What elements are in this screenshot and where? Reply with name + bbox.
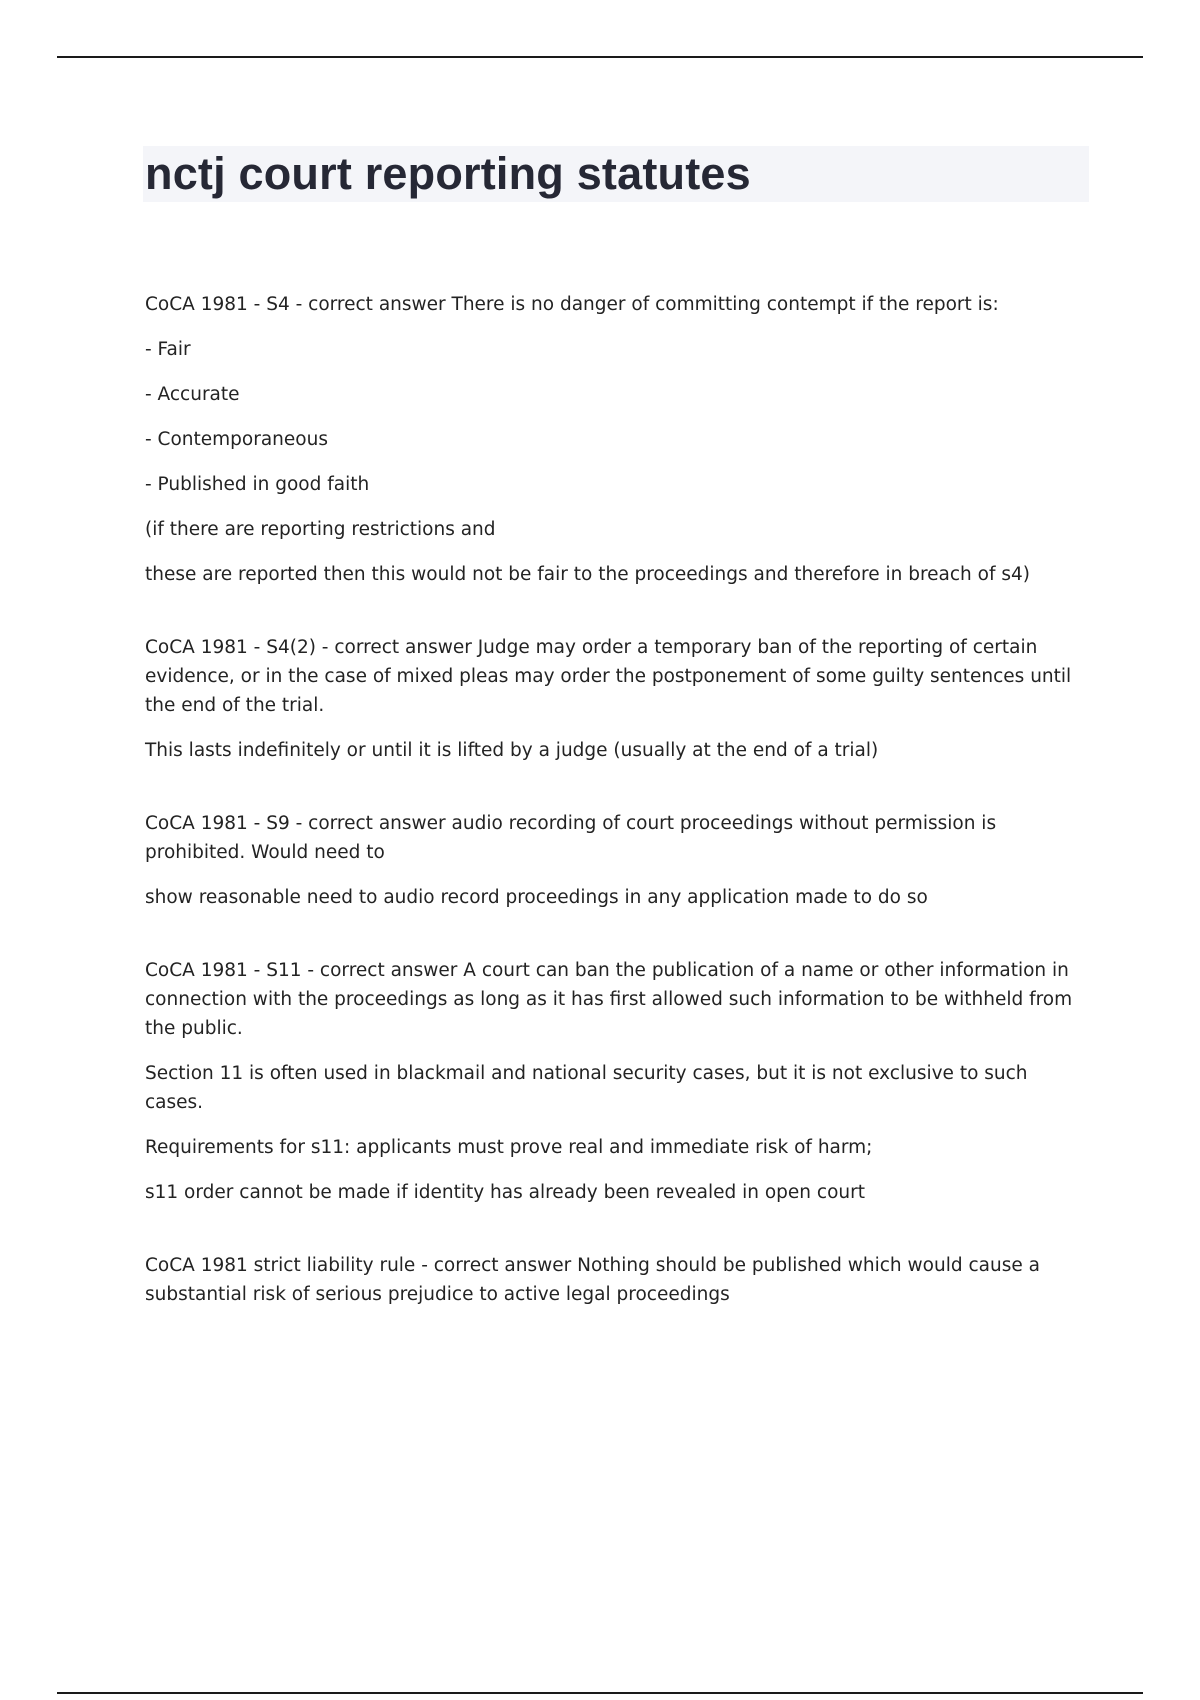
page-title: nctj court reporting statutes bbox=[145, 148, 751, 199]
entry-paragraph: - Contemporaneous bbox=[145, 429, 328, 450]
entry-paragraph: these are reported then this would not be fair to the proceedings and therefore in breach of s4) bbox=[145, 564, 1030, 585]
entry-strict-liability bbox=[145, 1251, 1085, 1309]
title-banner bbox=[143, 146, 1089, 202]
entry-paragraph: This lasts indefinitely or until it is lifted by a judge (usually at the end of a trial) bbox=[145, 740, 879, 761]
entry-paragraph: show reasonable need to audio record proceedings in any application made to do so bbox=[145, 887, 928, 908]
top-rule bbox=[57, 56, 1143, 58]
entry-paragraph: CoCA 1981 - S11 - correct answer A court can ban the publication of a name or other information in connection with the proceedings as long as it has first allowed such information to be withheld from the public. bbox=[145, 960, 1073, 1039]
entry-paragraph: CoCA 1981 strict liability rule - correct answer Nothing should be published which would cause a substantial risk of serious prejudice to active legal proceedings bbox=[145, 1255, 1040, 1305]
entry-paragraph: - Fair bbox=[145, 339, 191, 360]
entry-paragraph: - Published in good faith bbox=[145, 474, 370, 495]
entry-paragraph: - Accurate bbox=[145, 384, 240, 405]
entry-paragraph: Requirements for s11: applicants must prove real and immediate risk of harm; bbox=[145, 1137, 873, 1158]
entry-paragraph: Section 11 is often used in blackmail and national security cases, but it is not exclusive to such cases. bbox=[145, 1063, 1028, 1113]
entry-s4 bbox=[145, 290, 1085, 589]
entry-paragraph: s11 order cannot be made if identity has already been revealed in open court bbox=[145, 1182, 865, 1203]
entry-s9 bbox=[145, 809, 1085, 912]
entry-paragraph: (if there are reporting restrictions and bbox=[145, 519, 496, 540]
entry-paragraph: CoCA 1981 - S9 - correct answer audio recording of court proceedings without permission is prohibited. Would need to bbox=[145, 813, 997, 863]
entry-s11 bbox=[145, 956, 1085, 1207]
entry-s4-2 bbox=[145, 633, 1085, 765]
entry-paragraph: CoCA 1981 - S4 - correct answer There is no danger of committing contempt if the report is: bbox=[145, 294, 999, 315]
bottom-rule bbox=[57, 1692, 1143, 1694]
entry-paragraph: CoCA 1981 - S4(2) - correct answer Judge may order a temporary ban of the reporting of certain evidence, or in the case of mixed pleas may order the postponement of some guilty sentences until the end of the trial. bbox=[145, 637, 1072, 716]
document-body bbox=[145, 290, 1085, 1325]
